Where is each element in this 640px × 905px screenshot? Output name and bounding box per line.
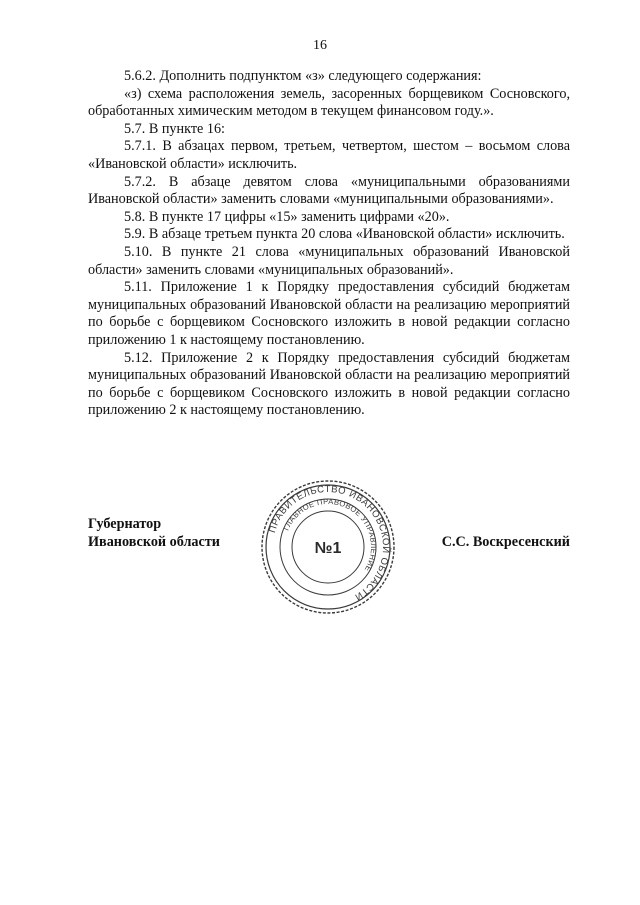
stamp-outer-text: ПРАВИТЕЛЬСТВО ИВАНОВСКОЙ ОБЛАСТИ [266,483,392,603]
stamp-inner-text: ГЛАВНОЕ ПРАВОВОЕ УПРАВЛЕНИЕ [281,496,379,574]
paragraph-5-11: 5.11. Приложение 1 к Порядку предоставления субсидий бюджетам муниципальных образований Ивановской области на реализацию мероприятий по борьбе с борщевиком Сосновского изложить в новой редакции согласно приложению 1 к настоящему постановлению. [88,279,570,348]
paragraph-5-12: 5.12. Приложение 2 к Порядку предоставления субсидий бюджетам муниципальных образований Ивановской области на реализацию мероприятий по борьбе с борщевиком Сосновского изложить в новой редакции согласно приложению 2 к настоящему постановлению. [88,349,570,419]
stamp-center-number: №1 [314,540,342,557]
paragraph-5-7-1: 5.7.1. В абзацах первом, третьем, четвертом, шестом – восьмом слова «Ивановской области» исключить. [88,138,570,172]
document-body [88,68,570,420]
paragraph-5-7: 5.7. В пункте 16: [124,120,225,137]
signatory-name: С.С. Воскресенский [441,534,570,550]
paragraph-5-8: 5.8. В пункте 17 цифры «15» заменить цифрами «20». [124,208,450,225]
paragraph-5-10: 5.10. В пункте 21 слова «муниципальных образований Ивановской области» заменить словами «муниципальных образований». [88,243,570,278]
signatory-title [88,516,220,551]
paragraph-5-6-2: 5.6.2. Дополнить подпунктом «з» следующего содержания: [124,68,482,84]
paragraph-5-9: 5.9. В абзаце третьем пункта 20 слова «Ивановской области» исключить. [124,226,565,243]
signatory-region: Ивановской области [88,533,220,550]
stamp-seal-graphic [258,477,398,617]
paragraph-subpoint-z: «з) схема расположения земель, засоренных борщевиком Сосновского, обработанных химическим методом в текущем финансовом году.». [88,85,570,120]
signatory-position: Губернатор [88,516,162,532]
page-number: 16 [313,38,327,53]
official-stamp [258,477,398,617]
paragraph-5-7-2: 5.7.2. В абзаце девятом слова «муниципальными образованиями Ивановской области» заменить словами «муниципальными образованиями». [88,173,570,208]
